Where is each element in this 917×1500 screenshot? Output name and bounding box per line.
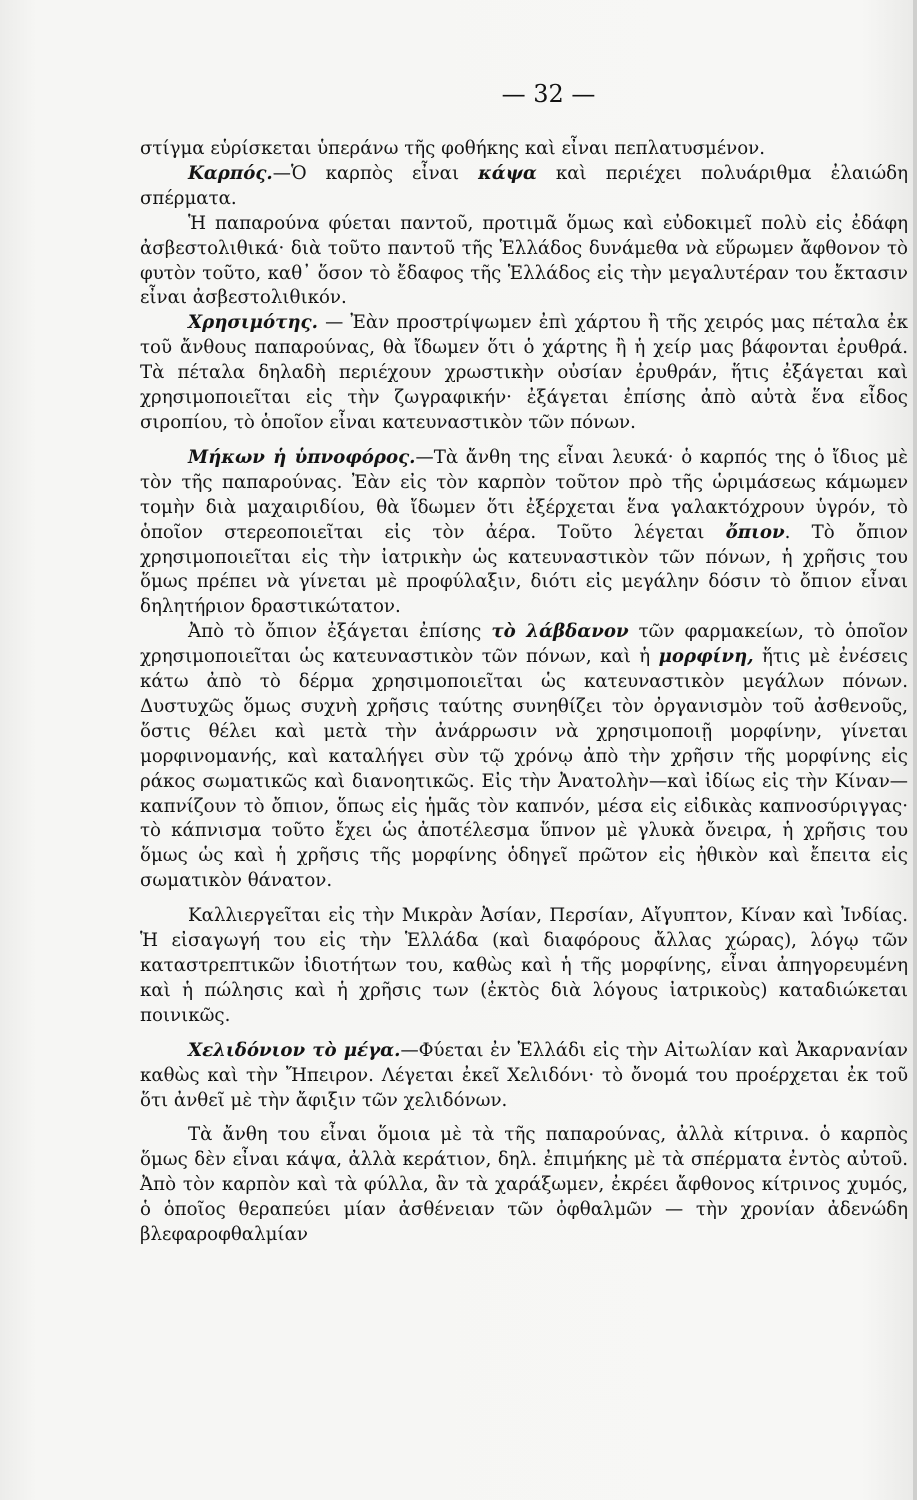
emphasis-term: τὸ λάβδανον xyxy=(491,621,629,643)
paragraph-text: τῶν φαρμακείων, τὸ ὁποῖον χρησιμοποιεῖται ὡς κατευναστικὸν τῶν πόνων, καὶ ἡ xyxy=(140,621,908,668)
paragraph-usefulness xyxy=(140,311,908,436)
emphasis-term: μορφίνη, xyxy=(658,646,754,668)
paragraph-text: στίγμα εὑρίσκεται ὑπεράνω τῆς φοθήκης καὶ εἶναι πεπλατυσμένον. xyxy=(140,138,766,159)
paragraph-text: —Τὰ ἄνθη της εἶναι λευκά· ὁ καρπός της ὁ ἴδιος μὲ τὸν τῆς παπαρούνας. Ἐὰν εἰς τὸν καρπὸν τοῦτον πρὸ τῆς ὡριμάσεως κάμωμεν τομὴν διὰ μαχαιριδίου, θὰ ἴδωμεν ὅτι ἐξέρχεται ἕνα γαλακτόχρουν ὑγρόν, τὸ ὁποῖον στερεοποιεῖται εἰς τὸν ἀέρα. Τοῦτο λέγεται xyxy=(140,446,908,543)
paragraph-text: —Φύεται ἐν Ἑλλάδι εἰς τὴν Αἰτωλίαν καὶ Ἀκαρνανίαν καθὼς καὶ τὴν Ἤπειρον. Λέγεται ἐκεῖ Χελιδόνι· τὸ ὄνομά του προέρχεται ἐκ τοῦ ὅτι ἀνθεῖ μὲ τὴν ἄφιξιν τῶν χελιδόνων. xyxy=(140,1039,908,1111)
paragraph-celandine-flowers xyxy=(140,1123,908,1248)
section-heading: Μήκων ἡ ὑπνοφόρος. xyxy=(188,446,416,468)
paragraph-laudanum xyxy=(140,620,908,894)
section-heading: Χρησιμότης. xyxy=(188,312,318,334)
paragraph-text: — Ἐὰν προστρίψωμεν ἐπὶ χάρτου ἢ τῆς χειρός μας πέταλα ἐκ τοῦ ἄνθους παπαρούνας, θὰ ἴδωμεν ὅτι ὁ χάρτης ἢ ἡ χείρ μας βάφονται ἐρυθρά. Τὰ πέταλα δηλαδὴ περιέχουν χρωστικὴν οὐσίαν ἐρυθράν, ἥτις ἐξάγεται καὶ χρησιμοποιεῖται εἰς τὴν ζωγραφικήν· ἐξάγεται ἐπίσης ἀπὸ αὐτὰ ἕνα εἶδος σιροπίου, τὸ ὁποῖον εἶναι κατευναστικὸν τῶν πόνων. xyxy=(140,312,908,433)
section-heading: Καρπός. xyxy=(188,162,273,184)
paragraph-karpos xyxy=(140,162,908,212)
paragraph-text: Τὰ ἄνθη του εἶναι ὅμοια μὲ τὰ τῆς παπαρούνας, ἀλλὰ κίτρινα. ὁ καρπὸς ὅμως δὲν εἶναι κάψα, ἀλλὰ κεράτιον, δηλ. ἐπιμήκης μὲ τὰ σπέρματα ἐντὸς αὐτοῦ. Ἀπὸ τὸν καρπὸν καὶ τὰ φύλλα, ἂν τὰ χαράξωμεν, ἐκρέει ἄφθονος κίτρινος χυμός, ὁ ὁποῖος θεραπεύει μίαν ἀσθένειαν τῶν ὀφθαλμῶν — τὴν χρονίαν ἀδενώδη βλεφαροφθαλμίαν xyxy=(140,1124,908,1246)
paragraph-text: Καλλιεργεῖται εἰς τὴν Μικρὰν Ἀσίαν, Περσίαν, Αἴγυπτον, Κίναν καὶ Ἰνδίας. Ἡ εἰσαγωγή του εἰς τὴν Ἑλλάδα (καὶ διαφόρους ἄλλας χώρας), λόγῳ τῶν καταστρεπτικῶν ἰδιοτήτων του, καθὼς καὶ ἡ τῆς μορφίνης, εἶναι ἀπηγορευμένη καὶ ἡ πώλησις καὶ ἡ χρῆσις των (ἐκτὸς διὰ λόγους ἰατρικοὺς) καταδιώκεται ποινικῶς. xyxy=(140,905,908,1026)
page-edge-shadow xyxy=(913,0,917,1500)
paragraph-text: —Ὁ καρπὸς εἶναι xyxy=(272,162,479,184)
paragraph-opium-poppy xyxy=(140,446,908,620)
paragraph-cultivation xyxy=(140,904,908,1029)
section-heading: Χελιδόνιον τὸ μέγα. xyxy=(188,1039,401,1061)
emphasis-term: ὄπιον xyxy=(725,521,785,543)
paragraph-celandine xyxy=(140,1039,908,1114)
paragraph xyxy=(140,137,908,162)
emphasis-term: κάψα xyxy=(478,162,537,184)
paragraph-habitat xyxy=(140,212,908,312)
page-number: — 32 — xyxy=(501,80,596,108)
paragraph-text: Ἀπὸ τὸ ὄπιον ἐξάγεται ἐπίσης xyxy=(188,621,492,643)
paragraph-text: Ἡ παπαρούνα φύεται παντοῦ, προτιμᾶ ὅμως καὶ εὐδοκιμεῖ πολὺ εἰς ἐδάφη ἀσβεστολιθικά· διὰ τοῦτο παντοῦ τῆς Ἑλλάδος δυνάμεθα νὰ εὕρωμεν ἄφθονον τὸ φυτὸν τοῦτο, καθ᾽ ὅσον τὸ ἔδαφος τῆς Ἑλλάδος εἰς τὴν μεγαλυτέραν του ἔκτασιν εἶναι ἀσβεστολιθικόν. xyxy=(140,212,908,309)
body-text xyxy=(140,137,908,1248)
paragraph-text: . Τὸ ὄπιον χρησιμοποιεῖται εἰς τὴν ἰατρικὴν ὡς κατευναστικὸν τῶν πόνων, ἡ χρῆσις του ὅμως πρέπει νὰ γίνεται μὲ προφύλαξιν, διότι εἰς μεγάλην δόσιν τὸ ὄπιον εἶναι δηλητήριον δραστικώτατον. xyxy=(140,521,908,618)
paragraph-text: ἥτις μὲ ἐνέσεις κάτω ἀπὸ τὸ δέρμα χρησιμοποιεῖται ὡς κατευναστικὸν μεγάλων πόνων. Δυστυχῶς ὅμως συχνὴ χρῆσις ταύτης συνηθίζει τὸν ὀργανισμὸν τοῦ ἀσθενοῦς, ὅστις θέλει καὶ μετὰ τὴν ἀνάρρωσιν νὰ χρησιμοποιῇ μορφίνην, γίνεται μορφινομανής, καὶ καταλήγει σὺν τῷ χρόνῳ ἀπὸ τὴν χρῆσιν τῆς μορφίνης εἰς ράκος σωματικῶς καὶ διανοητικῶς. Εἰς τὴν Ἀνατολὴν—καὶ ἰδίως εἰς τὴν Κίναν—καπνίζουν τὸ ὄπιον, ὅπως εἰς ἡμᾶς τὸν καπνόν, μέσα εἰς εἰδικὰς καπνοσύριγγας· τὸ κάπνισμα τοῦτο ἔχει ὡς ἀποτέλεσμα ὕπνον μὲ γλυκὰ ὄνειρα, ἡ χρῆσις του ὅμως ὡς καὶ ἡ χρῆσις τῆς μορφίνης ὁδηγεῖ πρῶτον εἰς ἠθικὸν καὶ ἔπειτα εἰς σωματικὸν θάνατον. xyxy=(140,646,908,892)
paragraph-text: καὶ περιέχει πολυάριθμα ἐλαιώδη σπέρματα. xyxy=(140,162,908,209)
